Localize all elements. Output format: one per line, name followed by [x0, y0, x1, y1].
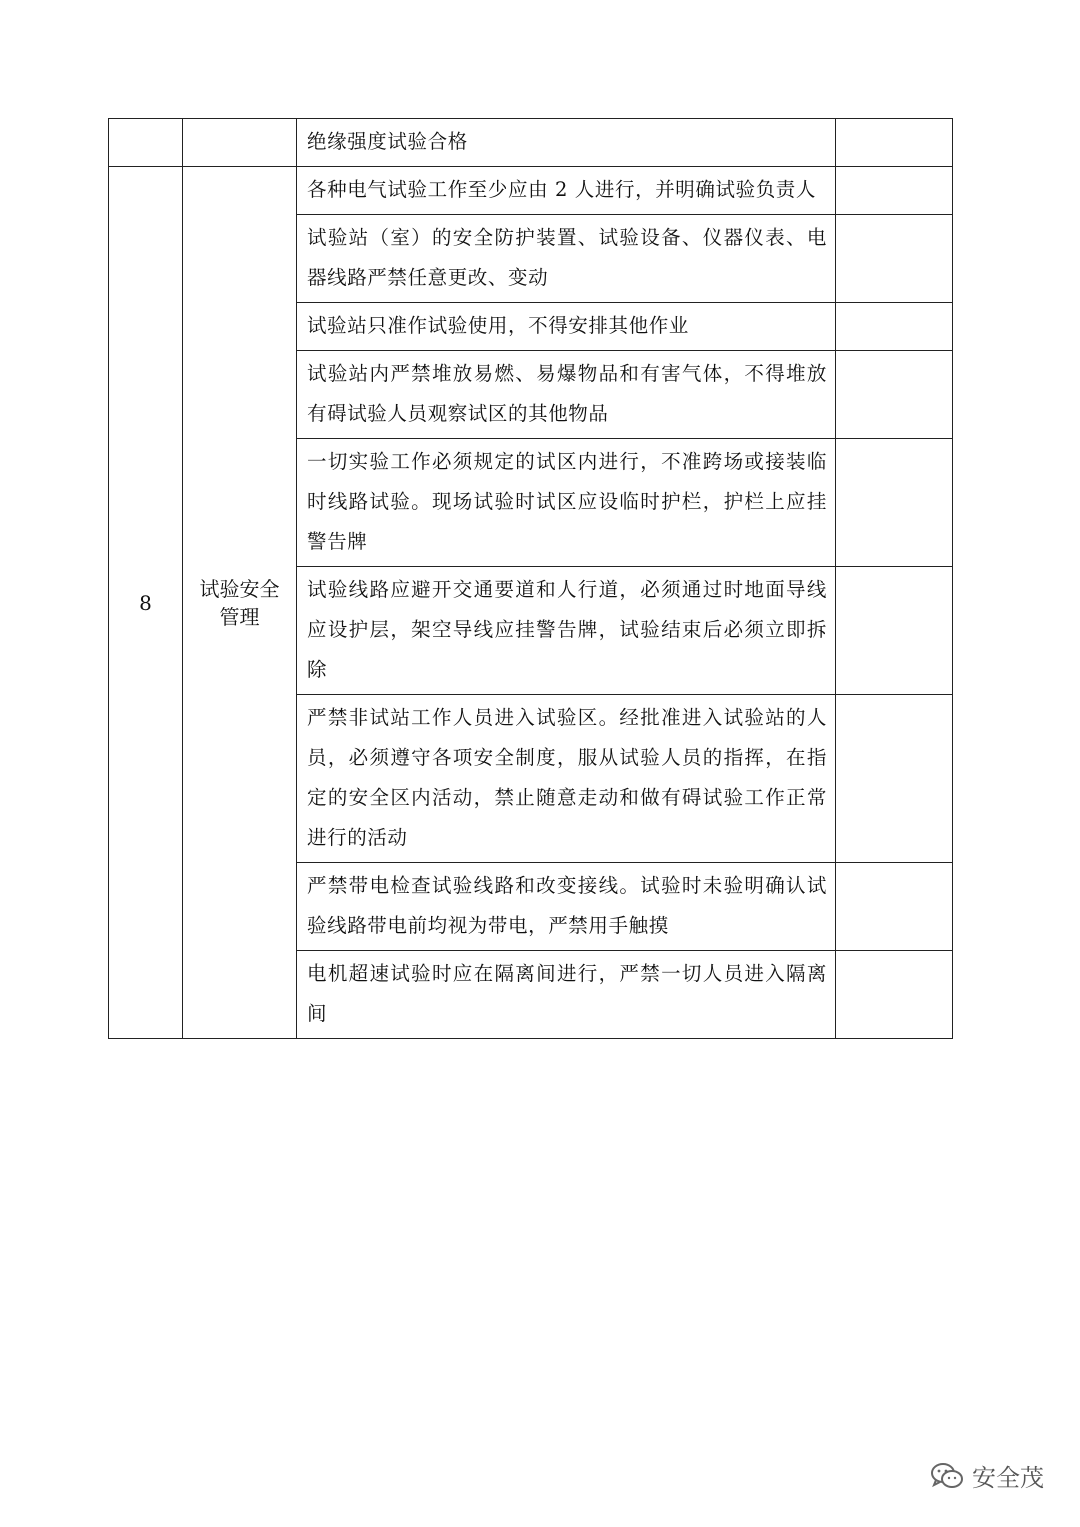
table-row — [109, 119, 953, 167]
watermark-text: 安全茂 — [972, 1464, 1044, 1492]
check-cell — [836, 351, 953, 439]
requirement-cell: 各种电气试验工作至少应由 2 人进行，并明确试验负责人 — [297, 167, 836, 215]
requirement-cell: 绝缘强度试验合格 — [297, 119, 836, 167]
requirement-cell: 试验站内严禁堆放易燃、易爆物品和有害气体，不得堆放有碍试验人员观察试区的其他物品 — [297, 351, 836, 439]
check-cell — [836, 863, 953, 951]
category-label: 试验安全管理 — [199, 576, 280, 629]
table-row — [109, 167, 953, 215]
check-cell — [836, 439, 953, 567]
wechat-icon — [930, 1462, 964, 1490]
requirement-cell: 电机超速试验时应在隔离间进行，严禁一切人员进入隔离间 — [297, 951, 836, 1039]
requirement-cell: 试验线路应避开交通要道和人行道，必须通过时地面导线应设护层，架空导线应挂警告牌，试验结束后必须立即拆除 — [297, 567, 836, 695]
watermark — [930, 1458, 1044, 1493]
requirement-cell: 一切实验工作必须规定的试区内进行，不准跨场或接装临时线路试验。现场试验时试区应设临时护栏，护栏上应挂警告牌 — [297, 439, 836, 567]
check-cell — [836, 215, 953, 303]
requirement-cell: 严禁带电检查试验线路和改变接线。试验时未验明确认试验线路带电前均视为带电，严禁用手触摸 — [297, 863, 836, 951]
row-number-cell — [109, 119, 183, 167]
requirement-cell: 严禁非试站工作人员进入试验区。经批准进入试验站的人员，必须遵守各项安全制度，服从试验人员的指挥，在指定的安全区内活动，禁止随意走动和做有碍试验工作正常进行的活动 — [297, 695, 836, 863]
check-cell — [836, 951, 953, 1039]
check-cell — [836, 167, 953, 215]
check-cell — [836, 695, 953, 863]
check-cell — [836, 567, 953, 695]
row-number-cell: 8 — [109, 167, 183, 1039]
category-cell — [183, 119, 297, 167]
category-cell — [183, 167, 297, 1039]
check-cell — [836, 303, 953, 351]
requirement-cell: 试验站只准作试验使用，不得安排其他作业 — [297, 303, 836, 351]
check-cell — [836, 119, 953, 167]
requirement-cell: 试验站（室）的安全防护装置、试验设备、仪器仪表、电器线路严禁任意更改、变动 — [297, 215, 836, 303]
inspection-table — [108, 118, 953, 1039]
